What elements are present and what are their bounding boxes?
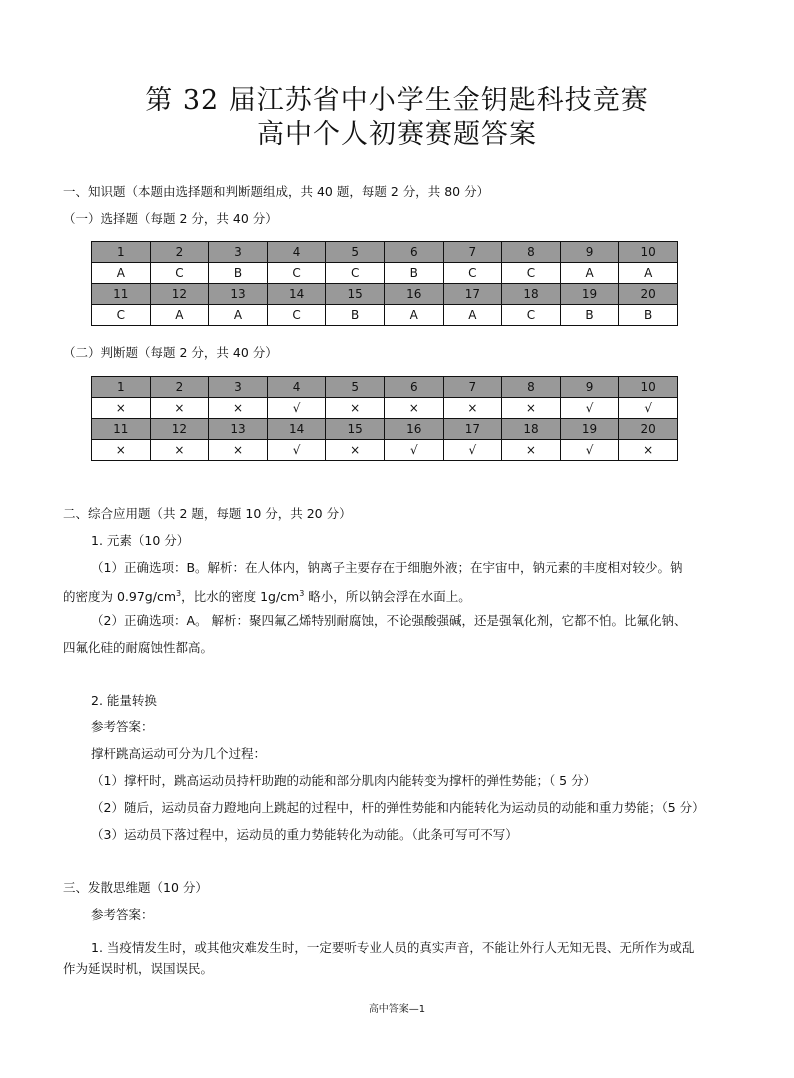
judgement-answer-table <box>91 376 678 461</box>
answer-cell: √ <box>443 440 502 461</box>
answer-cell: B <box>209 263 268 284</box>
section1-heading: 一、知识题（本题由选择题和判断题组成，共 40 题，每题 2 分，共 80 分） <box>63 184 490 199</box>
question-number-cell: 16 <box>384 284 443 305</box>
answer-cell: √ <box>384 440 443 461</box>
answer-cell: × <box>326 440 385 461</box>
question-number-cell: 10 <box>619 242 678 263</box>
answer-cell: A <box>443 305 502 326</box>
question-number-cell: 1 <box>92 377 151 398</box>
q2-title: 2. 能量转换 <box>91 693 157 708</box>
question-number-cell: 19 <box>560 419 619 440</box>
q2-point-3: （3）运动员下落过程中，运动员的重力势能转化为动能。（此条可写可不写） <box>91 827 518 842</box>
question-number-cell: 9 <box>560 242 619 263</box>
question-number-cell: 9 <box>560 377 619 398</box>
question-number-cell: 2 <box>150 377 209 398</box>
question-number-cell: 12 <box>150 284 209 305</box>
judgement-heading: （二）判断题（每题 2 分，共 40 分） <box>63 345 278 360</box>
document-subtitle: 高中个人初赛赛题答案 <box>257 119 537 150</box>
answer-cell: × <box>209 398 268 419</box>
q2-point-1: （1）撑杆时，跳高运动员持杆助跑的动能和部分肌肉内能转变为撑杆的弹性势能；（ 5 分） <box>91 773 597 788</box>
question-number-cell: 5 <box>326 242 385 263</box>
answer-cell: C <box>443 263 502 284</box>
question-number-cell: 20 <box>619 419 678 440</box>
answer-cell: A <box>209 305 268 326</box>
question-number-cell: 17 <box>443 419 502 440</box>
answer-cell: A <box>92 263 151 284</box>
answer-cell: × <box>619 440 678 461</box>
table-row <box>92 398 678 419</box>
answer-cell: A <box>150 305 209 326</box>
q2-point-2: （2）随后，运动员奋力蹬地向上跳起的过程中，杆的弹性势能和内能转化为运动员的动能和重力势能；（5 分） <box>91 800 705 815</box>
question-number-cell: 6 <box>384 242 443 263</box>
table-row <box>92 419 678 440</box>
section3-reference-label: 参考答案： <box>91 907 154 922</box>
question-number-cell: 10 <box>619 377 678 398</box>
section2-heading: 二、综合应用题（共 2 题，每题 10 分，共 20 分） <box>63 506 352 521</box>
question-number-cell: 4 <box>267 242 326 263</box>
question-number-cell: 13 <box>209 284 268 305</box>
question-number-cell: 6 <box>384 377 443 398</box>
answer-cell: × <box>150 440 209 461</box>
answer-cell: C <box>502 263 561 284</box>
question-number-cell: 14 <box>267 284 326 305</box>
question-number-cell: 8 <box>502 242 561 263</box>
section3-answer-line1: 1. 当疫情发生时，或其他灾难发生时，一定要听专业人员的真实声音，不能让外行人无知无畏、无所作为或乱 <box>91 940 695 955</box>
answer-cell: B <box>619 305 678 326</box>
question-number-cell: 5 <box>326 377 385 398</box>
table-row <box>92 263 678 284</box>
answer-cell: C <box>92 305 151 326</box>
answer-cell: √ <box>267 398 326 419</box>
question-number-cell: 18 <box>502 284 561 305</box>
answer-cell: √ <box>560 398 619 419</box>
table-row <box>92 377 678 398</box>
answer-cell: C <box>267 263 326 284</box>
question-number-cell: 12 <box>150 419 209 440</box>
q2-intro: 撑杆跳高运动可分为几个过程： <box>91 746 267 761</box>
q1-answer-1-line2: 的密度为 $0.97g/cm^3$，比水的密度 $1g/cm^3$ 略小，所以钠会浮在水面上。 <box>63 589 471 605</box>
question-number-cell: 8 <box>502 377 561 398</box>
q1-answer-2-line2: 四氟化硅的耐腐蚀性都高。 <box>63 640 214 655</box>
section3-answer-line2: 作为延误时机，误国误民。 <box>63 961 214 976</box>
choice-answer-table <box>91 241 678 326</box>
answer-cell: A <box>560 263 619 284</box>
answer-cell: × <box>209 440 268 461</box>
question-number-cell: 19 <box>560 284 619 305</box>
question-number-cell: 13 <box>209 419 268 440</box>
question-number-cell: 16 <box>384 419 443 440</box>
table-row <box>92 242 678 263</box>
question-number-cell: 15 <box>326 419 385 440</box>
answer-cell: A <box>384 305 443 326</box>
choice-heading: （一）选择题（每题 2 分，共 40 分） <box>63 211 278 226</box>
question-number-cell: 3 <box>209 242 268 263</box>
table-row <box>92 440 678 461</box>
answer-cell: C <box>326 263 385 284</box>
answer-cell: B <box>384 263 443 284</box>
answer-cell: × <box>326 398 385 419</box>
question-number-cell: 2 <box>150 242 209 263</box>
answer-cell: × <box>502 440 561 461</box>
document-title: 第 32 届江苏省中小学生金钥匙科技竞赛 <box>145 85 649 116</box>
answer-cell: × <box>92 440 151 461</box>
section3-heading: 三、发散思维题（10 分） <box>63 880 208 895</box>
table-row <box>92 284 678 305</box>
q2-reference-label: 参考答案： <box>91 719 154 734</box>
answer-cell: √ <box>619 398 678 419</box>
answer-cell: × <box>384 398 443 419</box>
question-number-cell: 17 <box>443 284 502 305</box>
answer-cell: √ <box>560 440 619 461</box>
answer-cell: × <box>502 398 561 419</box>
answer-cell: C <box>150 263 209 284</box>
answer-cell: B <box>326 305 385 326</box>
page-footer: 高中答案—1 <box>368 1004 426 1015</box>
question-number-cell: 7 <box>443 242 502 263</box>
answer-cell: √ <box>267 440 326 461</box>
question-number-cell: 18 <box>502 419 561 440</box>
question-number-cell: 20 <box>619 284 678 305</box>
table-row <box>92 305 678 326</box>
answer-cell: × <box>92 398 151 419</box>
question-number-cell: 1 <box>92 242 151 263</box>
q1-answer-2-line1: （2）正确选项：A。 解析：聚四氟乙烯特别耐腐蚀，不论强酸强碱，还是强氧化剂，它都不怕。比氟化钠、 <box>91 613 687 628</box>
question-number-cell: 11 <box>92 284 151 305</box>
question-number-cell: 4 <box>267 377 326 398</box>
answer-cell: C <box>502 305 561 326</box>
answer-cell: × <box>443 398 502 419</box>
question-number-cell: 15 <box>326 284 385 305</box>
question-number-cell: 3 <box>209 377 268 398</box>
q1-answer-1-line1: （1）正确选项：B。解析：在人体内，钠离子主要存在于细胞外液；在宇宙中，钠元素的丰度相对较少。钠 <box>91 560 683 575</box>
answer-cell: × <box>150 398 209 419</box>
question-number-cell: 11 <box>92 419 151 440</box>
q1-title: 1. 元素（10 分） <box>91 533 190 548</box>
question-number-cell: 14 <box>267 419 326 440</box>
answer-cell: B <box>560 305 619 326</box>
question-number-cell: 7 <box>443 377 502 398</box>
answer-cell: A <box>619 263 678 284</box>
answer-cell: C <box>267 305 326 326</box>
